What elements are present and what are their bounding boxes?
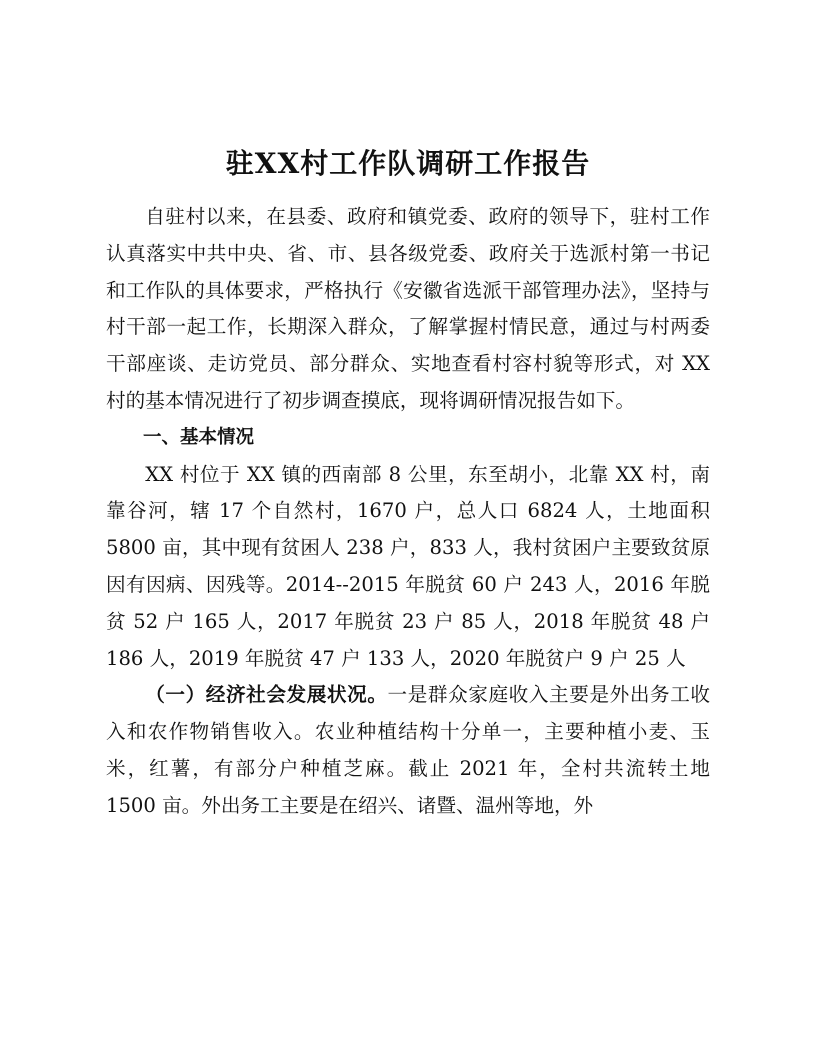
document-title: 驻XX村工作队调研工作报告 <box>225 147 591 180</box>
intro-paragraph: 自驻村以来，在县委、政府和镇党委、政府的领导下，驻村工作认真落实中共中央、省、市、县各级党委、政府关于选派村第一书记和工作队的具体要求，严格执行《安徽省选派干部管理办法》，坚持与村干部一起工作，长期深入群众，了解掌握村情民意，通过与村两委干部座谈、走访党员、部分群众、实地查看村容村貌等形式，对 XX 村的基本情况进行了初步调查摸底，现将调研情况报告如下。 <box>106 205 710 412</box>
basic-situation-paragraph: XX 村位于 XX 镇的西南部 8 公里，东至胡小，北靠 XX 村，南靠谷河，辖 17 个自然村，1670 户，总人口 6824 人，土地面积 5800 亩，其中现有贫困人 238 户，833 人，我村贫困户主要致贫原因有因病、因残等。2014--2015 年脱贫 60 户 243 人，2016 年脱贫 52 户 165 人，2017 年脱贫 23 户 85 人，2018 年脱贫 48 户 186 人，2019 年脱贫 47 户 133 人，2020 年脱贫户 9 户 25 人 <box>106 462 710 670</box>
economic-development-text: 一是群众家庭收入主要是外出务工收入和农作物销售收入。农业种植结构十分单一，主要种植小麦、玉米，红薯，有部分户种植芝麻。截止 2021 年，全村共流转土地 1500 亩。外出务工主要是在绍兴、诸暨、温州等地，外 <box>106 683 711 817</box>
document-body <box>106 199 710 825</box>
section-heading-basic-situation: 一、基本情况 <box>143 426 255 448</box>
subsection-lead-economic: （一）经济社会发展状况。 <box>145 683 388 707</box>
economic-development-paragraph <box>106 677 710 824</box>
